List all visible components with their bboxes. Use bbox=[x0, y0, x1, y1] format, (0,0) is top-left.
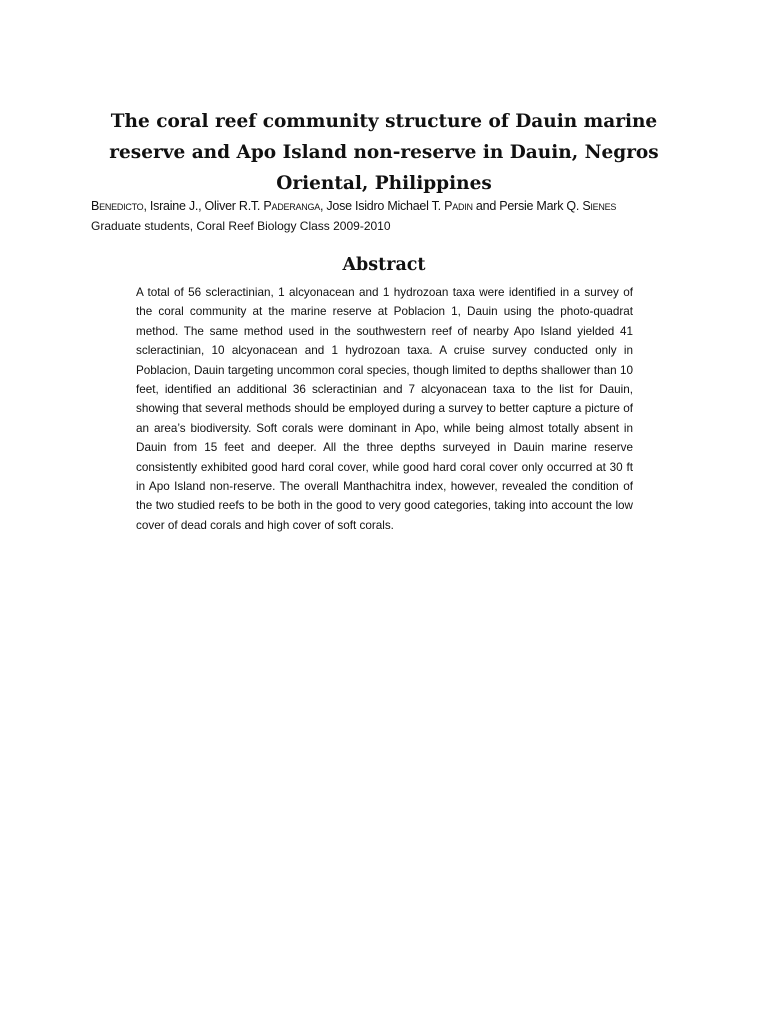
author-list bbox=[91, 196, 711, 216]
abstract-text: A total of 56 scleractinian, 1 alcyonacean and 1 hydrozoan taxa were identified in a survey of the coral community at the marine reserve at Poblacion 1, Dauin using the photo-quadrat method. The same method used in the southwestern reef of nearby Apo Island yielded 41 scleractinian, 10 alcyonacean and 1 hydrozoan taxa. A cruise survey conducted only in Poblacion, Dauin targeting uncommon coral species, though limited to depths shallower than 10 feet, identified an additional 36 scleractinian and 7 alcyonacean taxa to the list for Dauin, showing that several methods should be employed during a survey to better capture a picture of an area’s biodiversity. Soft corals were dominant in Apo, while being almost totally absent in Dauin from 15 feet and deeper. All the three depths surveyed in Dauin marine reserve consistently exhibited good hard coral cover, while good hard coral cover only occurred at 30 ft in Apo Island non-reserve. The overall Manthachitra index, however, revealed the condition of the two studied reefs to be both in the good to very good categories, taking into account the low cover of dead corals and high cover of soft corals. bbox=[136, 286, 633, 532]
author-2-surname: Paderanga bbox=[263, 199, 320, 213]
author-2-rest: , bbox=[319, 199, 327, 213]
author-3-rest: and bbox=[472, 199, 500, 213]
author-3-surname: Padin bbox=[444, 199, 473, 213]
author-1-surname: Benedicto bbox=[91, 199, 144, 213]
author-1-rest: , Israine J., bbox=[143, 199, 205, 213]
author-2-given: Oliver R.T. bbox=[204, 199, 264, 213]
author-3-given: Jose Isidro Michael T. bbox=[326, 199, 445, 213]
abstract-heading: Abstract bbox=[342, 255, 426, 275]
author-affiliation: Graduate students, Coral Reef Biology Class 2009-2010 bbox=[91, 219, 391, 233]
author-4-surname: Sienes bbox=[582, 199, 617, 213]
paper-title: The coral reef community structure of Dauin marine reserve and Apo Island non-reserve in Dauin, Negros Oriental, Philippines bbox=[109, 111, 659, 194]
author-4-given: Persie Mark Q. bbox=[499, 199, 583, 213]
